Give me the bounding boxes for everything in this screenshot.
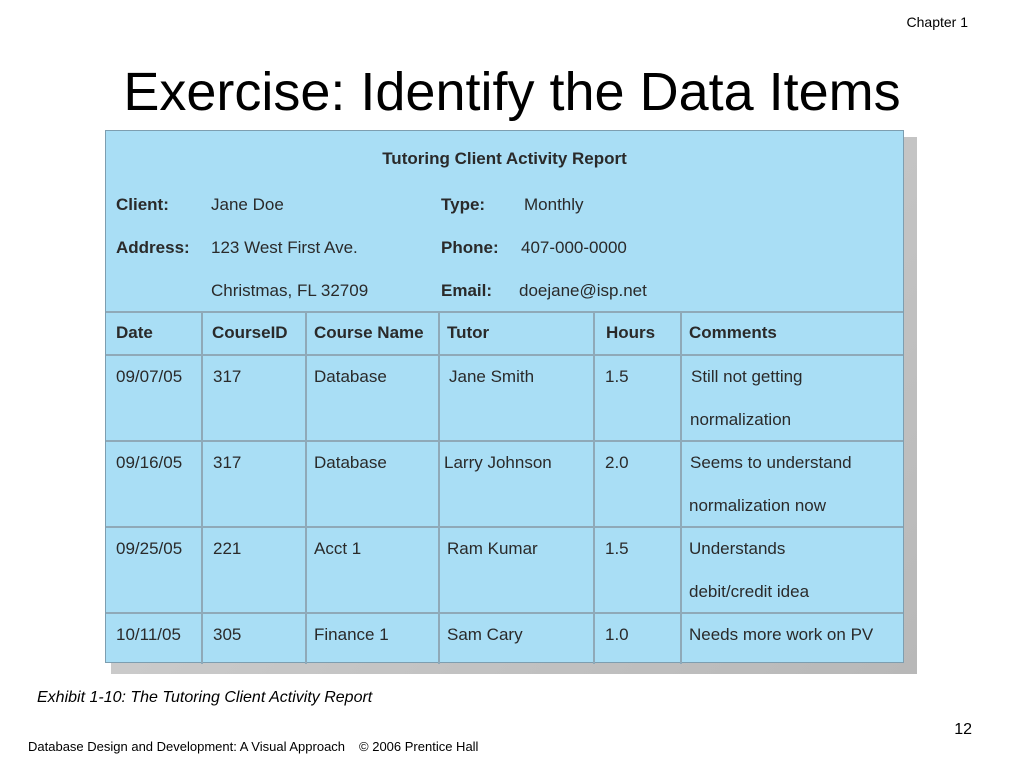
cell-course-id: 221 — [213, 539, 242, 558]
column-header-hours: Hours — [606, 323, 656, 342]
cell-date: 10/11/05 — [116, 625, 181, 644]
cell-tutor: Ram Kumar — [447, 539, 538, 558]
cell-comment: Understands — [689, 539, 786, 558]
column-header-date: Date — [116, 323, 153, 342]
footer-book-title: Database Design and Development: A Visual Approach — [28, 739, 346, 754]
column-header-courseid: CourseID — [212, 323, 288, 342]
report-title: Tutoring Client Activity Report — [382, 149, 627, 168]
cell-tutor: Sam Cary — [447, 625, 523, 644]
client-value: Jane Doe — [211, 195, 284, 214]
address-line2: Christmas, FL 32709 — [211, 281, 369, 300]
phone-label: Phone: — [441, 238, 499, 257]
column-divider — [201, 311, 203, 664]
cell-course-name: Database — [314, 367, 387, 386]
column-divider — [305, 311, 307, 664]
type-value: Monthly — [524, 195, 584, 214]
column-divider — [438, 311, 440, 664]
cell-tutor: Jane Smith — [449, 367, 535, 386]
cell-course-name: Database — [314, 453, 387, 472]
column-header-course-name: Course Name — [314, 323, 424, 342]
cell-hours: 2.0 — [605, 453, 629, 472]
footer-copyright: © 2006 Prentice Hall — [359, 739, 479, 754]
page-number: 12 — [954, 721, 972, 738]
table-top-border — [106, 311, 903, 313]
cell-comment: Needs more work on PV — [689, 625, 874, 644]
cell-hours: 1.0 — [605, 625, 629, 644]
phone-value: 407-000-0000 — [521, 238, 627, 257]
column-divider — [680, 311, 682, 664]
cell-hours: 1.5 — [605, 367, 629, 386]
cell-course-name: Acct 1 — [314, 539, 362, 558]
cell-course-id: 317 — [213, 367, 242, 386]
cell-comment: normalization — [690, 410, 792, 429]
cell-course-id: 305 — [213, 625, 242, 644]
cell-comment: debit/credit idea — [689, 582, 810, 601]
email-label: Email: — [441, 281, 493, 300]
cell-comment: normalization now — [689, 496, 827, 515]
cell-course-name: Finance 1 — [314, 625, 389, 644]
address-line1: 123 West First Ave. — [211, 238, 358, 257]
cell-date: 09/07/05 — [116, 367, 183, 386]
address-label: Address: — [116, 238, 190, 257]
cell-course-id: 317 — [213, 453, 242, 472]
cell-date: 09/16/05 — [116, 453, 183, 472]
cell-tutor: Larry Johnson — [444, 453, 552, 472]
email-value: doejane@isp.net — [519, 281, 647, 300]
column-divider — [593, 311, 595, 664]
client-label: Client: — [116, 195, 169, 214]
slide-title: Exercise: Identify the Data Items — [123, 62, 901, 122]
type-label: Type: — [441, 195, 486, 214]
footer — [28, 739, 478, 754]
column-header-comments: Comments — [689, 323, 777, 342]
column-header-tutor: Tutor — [447, 323, 490, 342]
cell-comment: Still not getting — [691, 367, 803, 386]
exhibit-caption: Exhibit 1-10: The Tutoring Client Activity Report — [37, 689, 373, 706]
cell-date: 09/25/05 — [116, 539, 183, 558]
chapter-label: Chapter 1 — [906, 14, 968, 30]
cell-comment: Seems to understand — [690, 453, 852, 472]
cell-hours: 1.5 — [605, 539, 629, 558]
activity-report — [105, 130, 904, 663]
